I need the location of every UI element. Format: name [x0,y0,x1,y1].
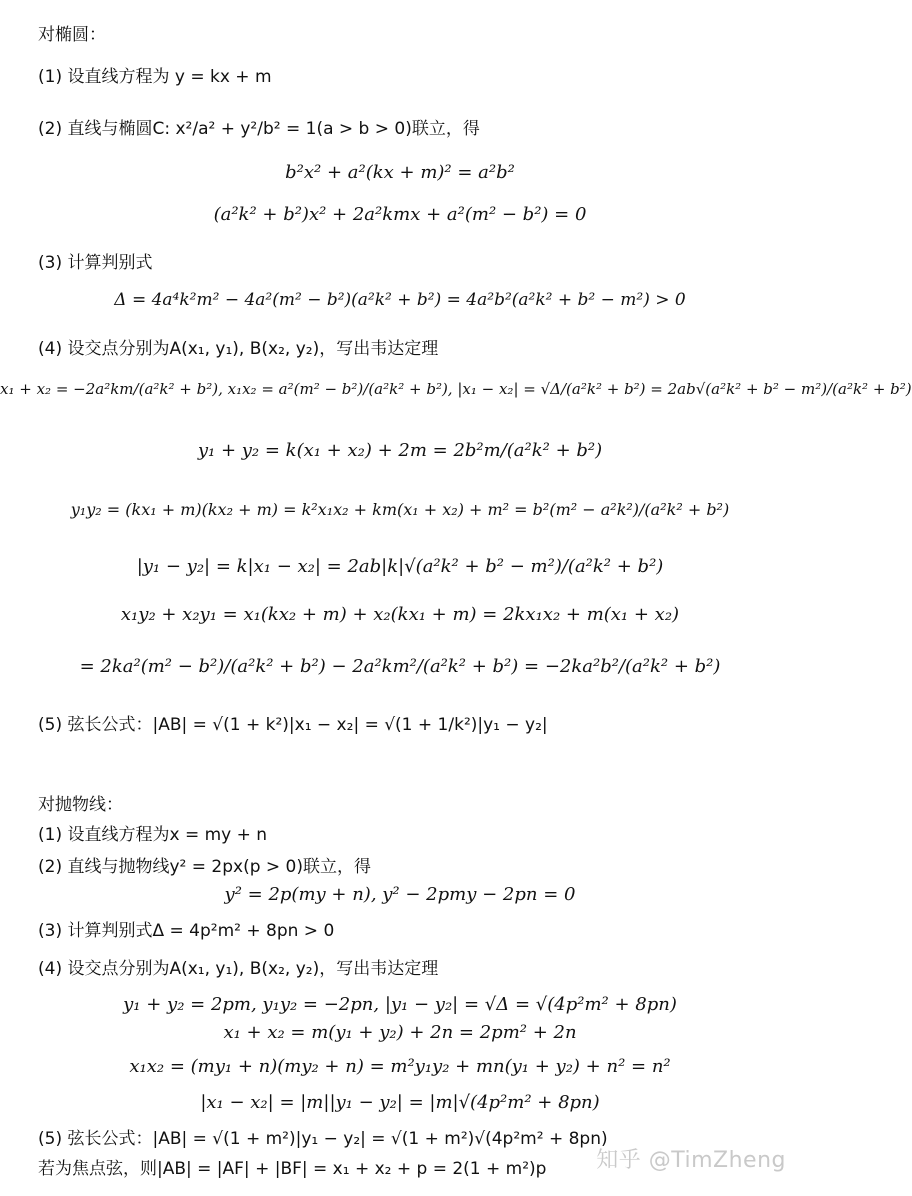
parabola-step-4: (4) 设交点分别为A(x₁, y₁), B(x₂, y₂)，写出韦达定理 [38,959,439,979]
parabola-step-5-chord-length: (5) 弦长公式：|AB| = √(1 + m²)|y₁ − y₂| = √(1 + m²)√(4p²m² + 8pn) [38,1129,608,1149]
ellipse-vieta-y-product: y₁y₂ = (kx₁ + m)(kx₂ + m) = k²x₁x₂ + km(x₁ + x₂) + m² = b²(m² − a²k²)/(a²k² + b²) [70,500,730,519]
ellipse-step-5-chord-length: (5) 弦长公式：|AB| = √(1 + k²)|x₁ − x₂| = √(1 + 1/k²)|y₁ − y₂| [38,715,548,735]
ellipse-step-2: (2) 直线与椭圆C: x²/a² + y²/b² = 1(a > b > 0)联立，得 [38,119,480,139]
parabola-equation-2: y² = 2p(my + n), y² − 2pmy − 2pn = 0 [224,884,576,905]
parabola-heading: 对抛物线： [38,795,123,815]
parabola-step-1: (1) 设直线方程为x = my + n [38,825,268,845]
ellipse-vieta-y-sum: y₁ + y₂ = k(x₁ + x₂) + 2m = 2b²m/(a²k² + b²) [197,440,603,461]
parabola-step-2: (2) 直线与抛物线y² = 2px(p > 0)联立，得 [38,857,372,877]
parabola-vieta-y: y₁ + y₂ = 2pm, y₁y₂ = −2pn, |y₁ − y₂| = √Δ = √(4p²m² + 8pn) [123,994,677,1015]
ellipse-discriminant: Δ = 4a⁴k²m² − 4a²(m² − b²)(a²k² + b²) = 4a²b²(a²k² + b² − m²) > 0 [114,290,686,310]
parabola-x-sum: x₁ + x₂ = m(y₁ + y₂) + 2n = 2pm² + 2n [223,1022,577,1043]
ellipse-y-difference: |y₁ − y₂| = k|x₁ − x₂| = 2ab|k|√(a²k² + b² − m²)/(a²k² + b²) [136,556,664,577]
ellipse-equation-2a: b²x² + a²(kx + m)² = a²b² [285,162,515,183]
zhihu-watermark: 知乎 @TimZheng [596,1148,786,1173]
ellipse-equation-2b: (a²k² + b²)x² + 2a²kmx + a²(m² − b²) = 0 [213,204,587,225]
ellipse-cross-sum: x₁y₂ + x₂y₁ = x₁(kx₂ + m) + x₂(kx₁ + m) = 2kx₁x₂ + m(x₁ + x₂) [120,604,680,625]
ellipse-heading: 对椭圆： [38,25,106,45]
parabola-x-difference: |x₁ − x₂| = |m||y₁ − y₂| = |m|√(4p²m² + 8pn) [200,1092,600,1113]
parabola-x-product: x₁x₂ = (my₁ + n)(my₂ + n) = m²y₁y₂ + mn(y₁ + y₂) + n² = n² [129,1056,671,1077]
ellipse-vieta-x: x₁ + x₂ = −2a²km/(a²k² + b²), x₁x₂ = a²(m² − b²)/(a²k² + b²), |x₁ − x₂| = √Δ/(a²k² + b²) = 2ab√(a²k² + b² − m²)/(a²k² + b²) [0,380,912,398]
ellipse-cross-sum-result: = 2ka²(m² − b²)/(a²k² + b²) − 2a²km²/(a²k² + b²) = −2ka²b²/(a²k² + b²) [79,656,721,677]
parabola-focal-chord: 若为焦点弦，则|AB| = |AF| + |BF| = x₁ + x₂ + p = 2(1 + m²)p [38,1159,547,1179]
ellipse-step-4: (4) 设交点分别为A(x₁, y₁), B(x₂, y₂)，写出韦达定理 [38,339,439,359]
parabola-step-3: (3) 计算判别式Δ = 4p²m² + 8pn > 0 [38,921,335,941]
ellipse-step-3: (3) 计算判别式 [38,253,153,273]
ellipse-step-1: (1) 设直线方程为 y = kx + m [38,67,272,87]
